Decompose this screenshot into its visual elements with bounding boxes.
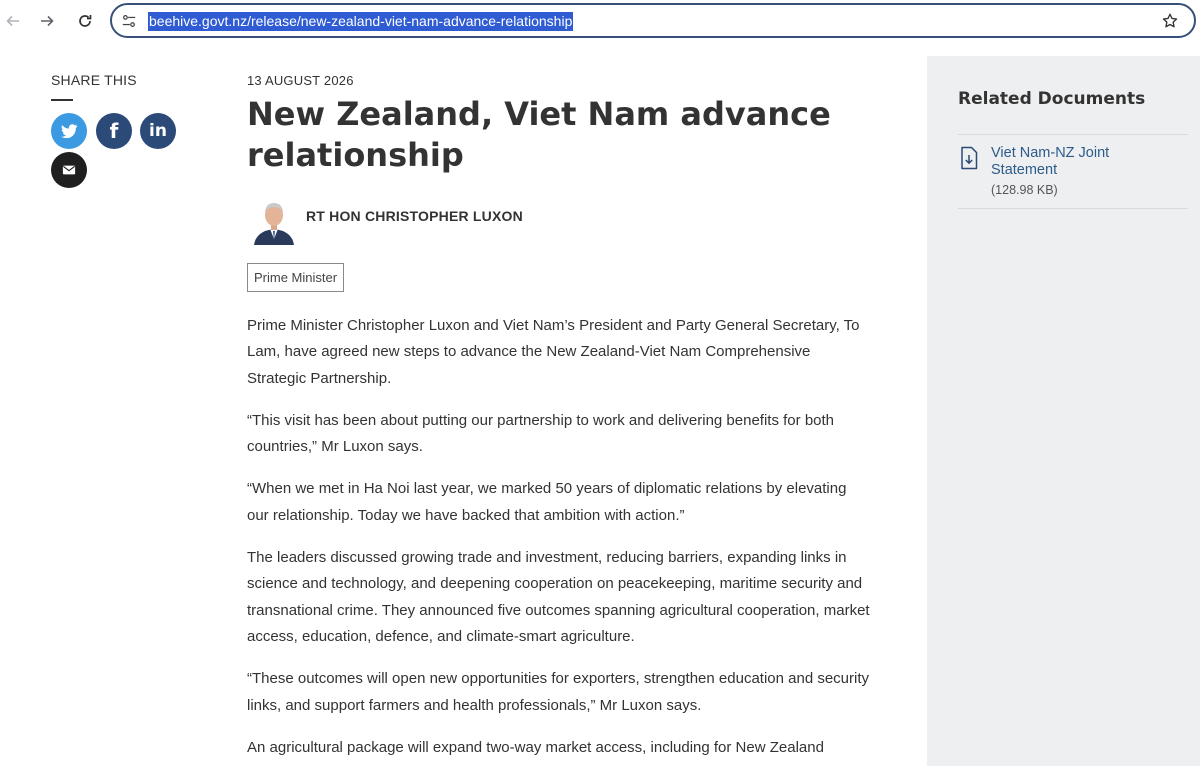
article-paragraph: “These outcomes will open new opportunities for exporters, strengthen education and security links, and support farmers and health professionals,” Mr Luxon says. — [247, 670, 870, 714]
sidebar-divider — [958, 208, 1188, 209]
forward-button[interactable] — [34, 8, 60, 34]
reload-button[interactable] — [72, 8, 98, 34]
release-date: 13 AUGUST 2026 — [247, 73, 354, 88]
article-paragraph: Prime Minister Christopher Luxon and Viet Nam’s President and Party General Secretary, To Lam, have agreed new steps to advance the New Zealand-Viet Nam Comprehensive Strategic Partnership. — [247, 317, 860, 387]
minister-avatar[interactable] — [252, 195, 296, 245]
article-body — [247, 313, 872, 777]
site-info-icon[interactable] — [120, 12, 138, 30]
share-email-button[interactable] — [51, 152, 87, 188]
minister-name[interactable]: RT HON CHRISTOPHER LUXON — [306, 208, 523, 224]
article-title-line-1: New Zealand, Viet Nam advance — [247, 95, 831, 133]
related-documents-title: Related Documents — [958, 89, 1146, 109]
linkedin-icon: in — [149, 121, 167, 141]
article-paragraph: “When we met in Ha Noi last year, we marked 50 years of diplomatic relations by elevating our relationship. Today we have backed that ambition with action.” — [247, 480, 847, 524]
share-twitter-button[interactable] — [51, 113, 87, 149]
sidebar-divider — [958, 134, 1188, 135]
address-bar[interactable] — [110, 3, 1196, 38]
article-paragraph: The leaders discussed growing trade and investment, reducing barriers, expanding links in science and technology, and deepening cooperation on peacekeeping, maritime security and transnational crime. They announced five outcomes spanning agricultural cooperation, market access, education, defence, and climate-smart agriculture. — [247, 549, 870, 645]
share-title: SHARE THIS — [51, 72, 137, 88]
email-icon — [62, 163, 76, 177]
reload-icon — [77, 13, 93, 29]
related-document-link[interactable]: Viet Nam-NZ Joint Statement — [991, 145, 1110, 178]
share-facebook-button[interactable] — [96, 113, 132, 149]
bookmark-star-icon[interactable] — [1160, 11, 1180, 31]
related-document-size: (128.98 KB) — [991, 183, 1058, 197]
related-documents-sidebar — [927, 56, 1200, 766]
facebook-icon: f — [109, 119, 119, 143]
article-title — [247, 94, 847, 176]
download-file-icon[interactable] — [960, 146, 978, 170]
share-divider — [51, 99, 73, 101]
portfolio-tag[interactable]: Prime Minister — [247, 263, 344, 292]
article-title-line-2: relationship — [247, 136, 464, 174]
twitter-icon — [59, 121, 79, 141]
share-linkedin-button[interactable] — [140, 113, 176, 149]
article-paragraph: An agricultural package will expand two-way market access, including for New Zealand — [247, 738, 824, 756]
browser-toolbar — [0, 0, 1200, 44]
back-button[interactable] — [0, 8, 26, 34]
arrow-left-icon — [5, 13, 21, 29]
url-text[interactable]: beehive.govt.nz/release/new-zealand-viet-nam-advance-relationship — [149, 13, 573, 29]
article-paragraph: “This visit has been about putting our partnership to work and delivering benefits for both countries,” Mr Luxon says. — [247, 411, 835, 456]
arrow-right-icon — [39, 13, 55, 29]
